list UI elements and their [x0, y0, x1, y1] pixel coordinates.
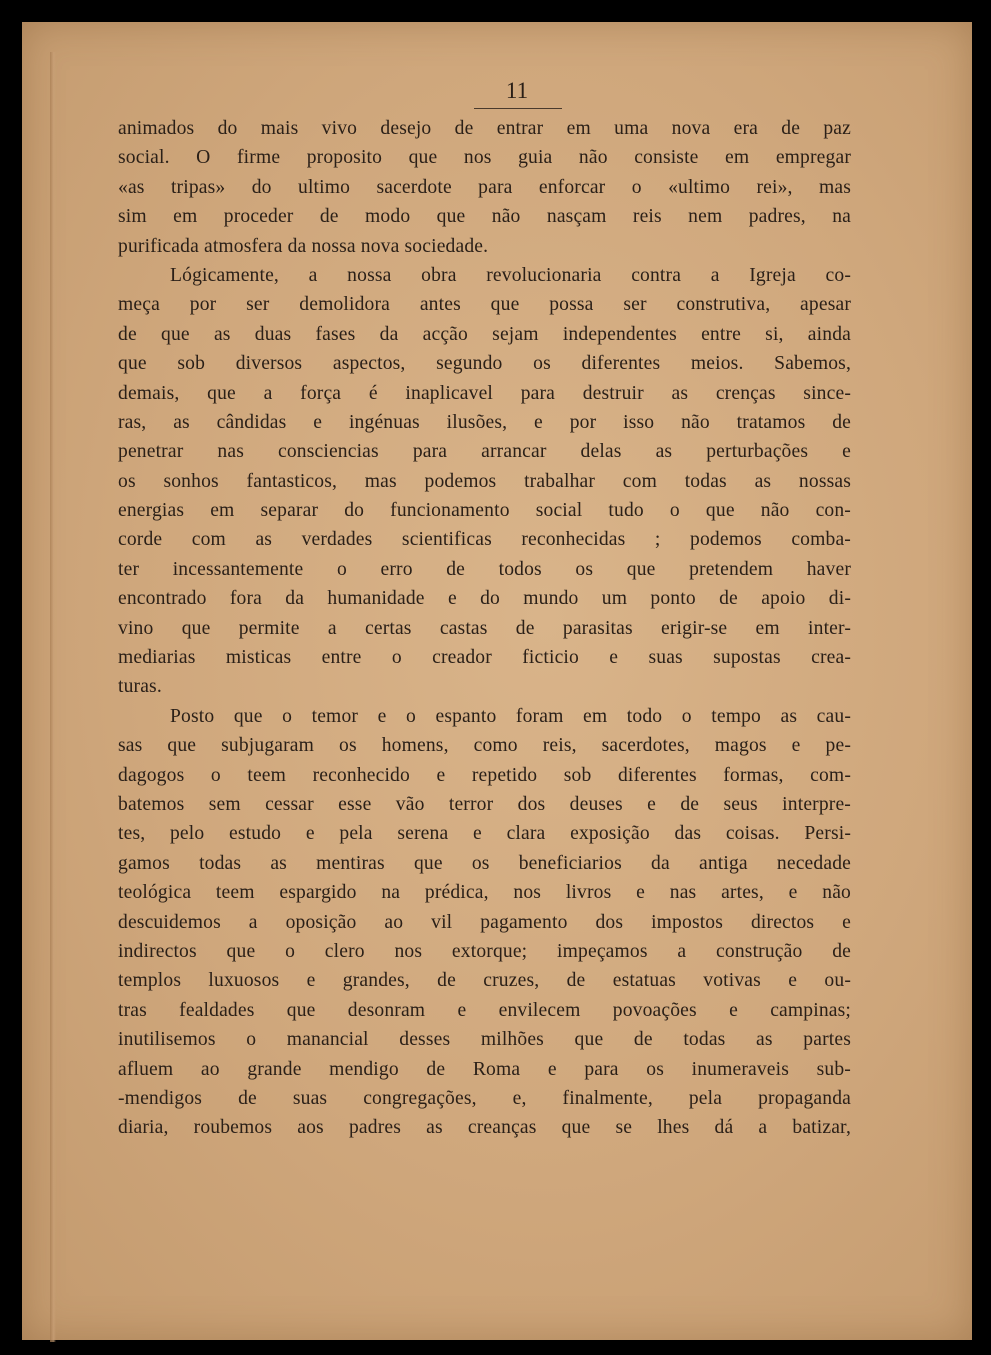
page-number: 11	[505, 78, 529, 103]
text-line: de que as duas fases da acção sejam independentes entre si, ainda	[118, 323, 851, 345]
text-line: «as tripas» do ultimo sacerdote para enforcar o «ultimo rei», mas	[118, 176, 851, 198]
text-line: energias em separar do funcionamento social tudo o que não con-	[118, 500, 851, 522]
text-line: demais, que a força é inaplicavel para destruir as crenças since-	[118, 382, 851, 404]
text-line: tras fealdades que desonram e envilecem povoações e campinas;	[118, 999, 851, 1021]
text-line: -mendigos de suas congregações, e, finalmente, pela propaganda	[118, 1087, 851, 1109]
text-line: diaria, roubemos aos padres as creanças que se lhes dá a batizar,	[118, 1117, 851, 1139]
text-line: sim em proceder de modo que não nasçam reis nem padres, na	[118, 206, 851, 228]
text-line: indirectos que o clero nos extorque; impeçamos a construção de	[118, 940, 851, 962]
binding-fold	[50, 52, 56, 1342]
text-line: Posto que o temor e o espanto foram em todo o tempo as cau-	[170, 705, 851, 727]
text-line: corde com as verdades scientificas reconhecidas ; podemos comba-	[118, 529, 851, 551]
text-line: Lógicamente, a nossa obra revolucionaria contra a Igreja co-	[170, 264, 851, 286]
text-line: turas.	[118, 676, 162, 698]
text-line: descuidemos a oposição ao vil pagamento dos impostos directos e	[118, 911, 851, 933]
text-line: afluem ao grande mendigo de Roma e para os inumeraveis sub-	[118, 1058, 851, 1080]
text-line: ras, as cândidas e ingénuas ilusões, e por isso não tratamos de	[118, 411, 851, 433]
text-line: sas que subjugaram os homens, como reis, sacerdotes, magos e pe-	[118, 735, 851, 757]
text-line: encontrado fora da humanidade e do mundo um ponto de apoio di-	[118, 588, 851, 610]
text-line: os sonhos fantasticos, mas podemos trabalhar com todas as nossas	[118, 470, 851, 492]
text-line: penetrar nas consciencias para arrancar delas as perturbações e	[118, 441, 851, 463]
text-line: tes, pelo estudo e pela serena e clara exposição das coisas. Persi-	[118, 823, 851, 845]
text-line: meça por ser demolidora antes que possa ser construtiva, apesar	[118, 294, 851, 316]
text-line: purificada atmosfera da nossa nova sociedade.	[118, 235, 489, 257]
text-line: que sob diversos aspectos, segundo os diferentes meios. Sabemos,	[118, 353, 851, 375]
text-line: vino que permite a certas castas de parasitas erigir-se em inter-	[118, 617, 851, 639]
text-line: social. O firme proposito que nos guia não consiste em empregar	[118, 147, 851, 169]
text-line: batemos sem cessar esse vão terror dos deuses e de seus interpre-	[118, 793, 851, 815]
header-rule	[474, 108, 562, 109]
text-line: ter incessantemente o erro de todos os que pretendem haver	[118, 558, 851, 580]
text-line: teológica teem espargido na prédica, nos livros e nas artes, e não	[118, 882, 851, 904]
text-line: inutilisemos o manancial desses milhões que de todas as partes	[118, 1029, 851, 1051]
text-line: templos luxuosos e grandes, de cruzes, de estatuas votivas e ou-	[118, 970, 851, 992]
text-line: gamos todas as mentiras que os beneficiarios da antiga necedade	[118, 852, 851, 874]
text-line: animados do mais vivo desejo de entrar em uma nova era de paz	[118, 118, 851, 139]
text-line: dagogos o teem reconhecido e repetido sob diferentes formas, com-	[118, 764, 851, 786]
text-line: mediarias misticas entre o creador ficticio e suas supostas crea-	[118, 647, 851, 669]
body-text	[118, 114, 851, 1143]
